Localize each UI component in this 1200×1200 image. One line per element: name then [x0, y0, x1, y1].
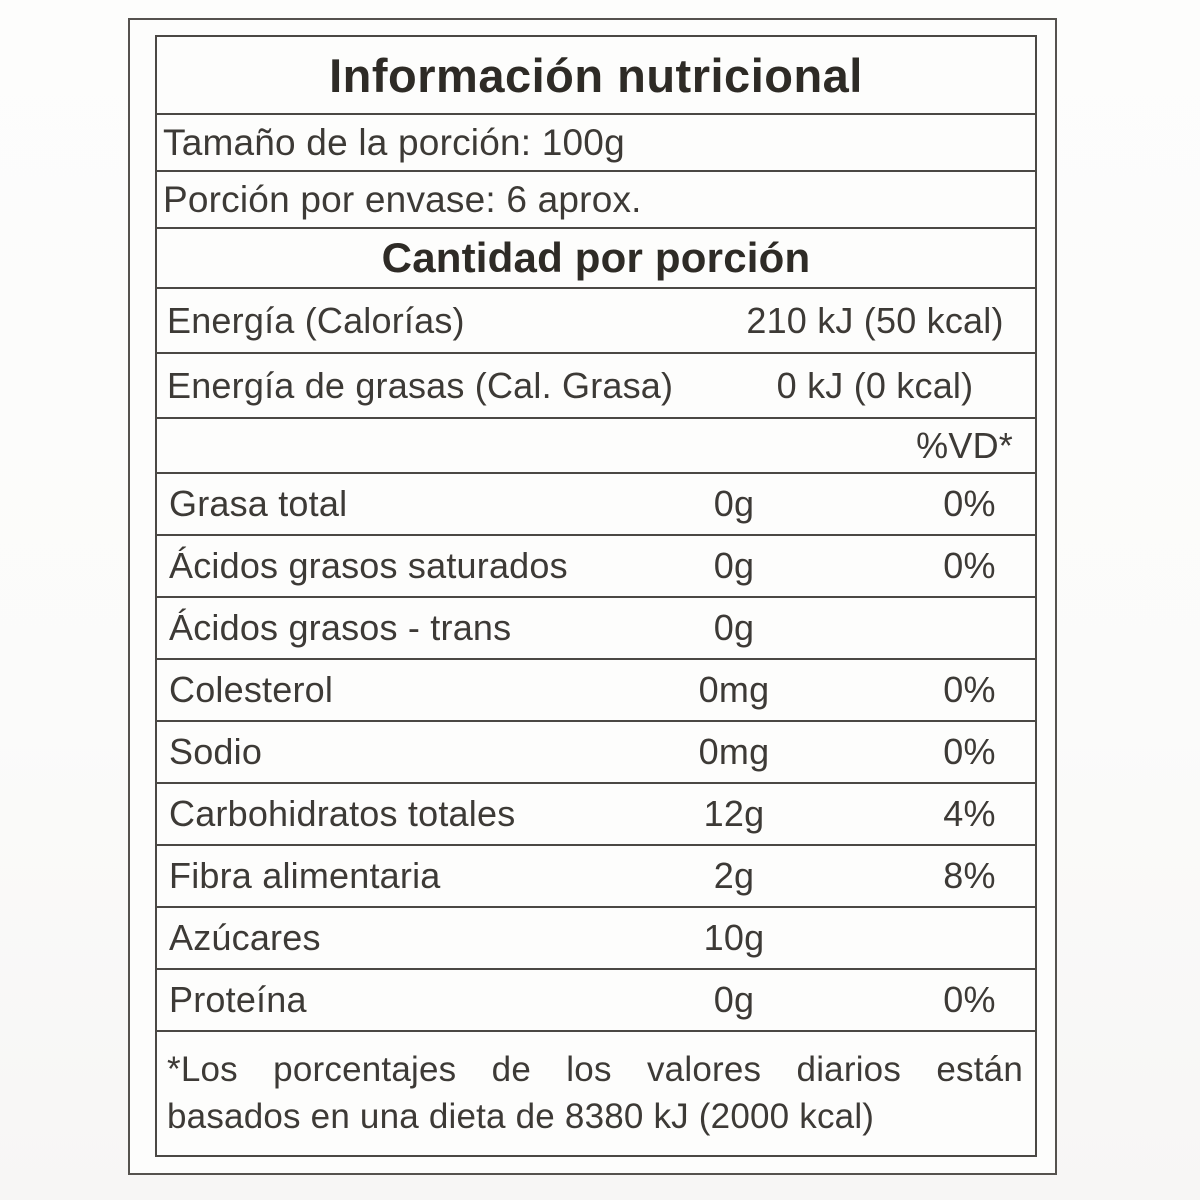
- nutrient-dv: 8%: [943, 855, 996, 896]
- nutrient-amount: 12g: [703, 793, 765, 834]
- serving-size-text: Tamaño de la porción: 100g: [163, 121, 625, 163]
- nutrient-amount: 0g: [713, 979, 755, 1020]
- nutrient-row-fiber: [157, 846, 1035, 908]
- nutrient-name: Sodio: [169, 731, 263, 772]
- energy-fat-row: [157, 354, 1035, 419]
- nutrient-dv: 0%: [943, 731, 996, 772]
- daily-value-header-text: %VD*: [916, 424, 1013, 466]
- nutrient-dv: 0%: [943, 545, 996, 586]
- nutrient-row-cholesterol: [157, 660, 1035, 722]
- footnote-line-2: basados en una dieta de 8380 kJ (2000 kcal): [167, 1097, 875, 1136]
- nutrient-name: Grasa total: [169, 483, 348, 524]
- nutrient-name: Colesterol: [169, 669, 334, 710]
- nutrient-row-total-fat: [157, 474, 1035, 536]
- nutrient-row-saturated-fat: [157, 536, 1035, 598]
- nutrition-title-text: Información nutricional: [329, 48, 863, 102]
- nutrient-dv: 4%: [943, 793, 996, 834]
- nutrient-name: Ácidos grasos saturados: [169, 545, 568, 586]
- nutrient-dv: 0%: [943, 669, 996, 710]
- nutrient-amount: 0g: [713, 483, 755, 524]
- label-outer-border: [128, 18, 1057, 1175]
- daily-value-header-row: [157, 419, 1035, 474]
- nutrient-row-trans-fat: [157, 598, 1035, 660]
- amount-per-serving-header: [157, 229, 1035, 289]
- nutrient-row-sodium: [157, 722, 1035, 784]
- nutrition-title: [157, 37, 1035, 115]
- energy-row: [157, 289, 1035, 354]
- nutrient-amount: 0g: [713, 545, 755, 586]
- nutrient-row-total-carbs: [157, 784, 1035, 846]
- energy-fat-value: 0 kJ (0 kcal): [776, 364, 974, 406]
- daily-value-footnote: [157, 1032, 1035, 1155]
- nutrition-facts-table: [155, 35, 1037, 1157]
- nutrient-amount: 0mg: [698, 669, 770, 710]
- servings-per-container-row: [157, 172, 1035, 229]
- serving-size-row: [157, 115, 1035, 172]
- nutrient-name: Proteína: [169, 979, 307, 1020]
- nutrient-amount: 0g: [713, 607, 755, 648]
- servings-per-container-text: Porción por envase: 6 aprox.: [163, 178, 642, 220]
- nutrient-dv: 0%: [943, 483, 996, 524]
- nutrient-name: Azúcares: [169, 917, 321, 958]
- energy-fat-name: Energía de grasas (Cal. Grasa): [167, 364, 674, 406]
- nutrient-amount: 10g: [703, 917, 765, 958]
- energy-name: Energía (Calorías): [167, 299, 465, 341]
- footnote-line-1: *Los porcentajes de los valores diarios están: [167, 1050, 1023, 1089]
- nutrient-name: Fibra alimentaria: [169, 855, 441, 896]
- nutrient-row-sugars: [157, 908, 1035, 970]
- nutrient-dv: 0%: [943, 979, 996, 1020]
- nutrient-name: Carbohidratos totales: [169, 793, 516, 834]
- amount-per-serving-text: Cantidad por porción: [381, 234, 811, 281]
- nutrient-name: Ácidos grasos - trans: [169, 607, 512, 648]
- nutrient-row-protein: [157, 970, 1035, 1032]
- nutrient-amount: 2g: [713, 855, 755, 896]
- nutrient-amount: 0mg: [698, 731, 770, 772]
- energy-value: 210 kJ (50 kcal): [746, 299, 1004, 341]
